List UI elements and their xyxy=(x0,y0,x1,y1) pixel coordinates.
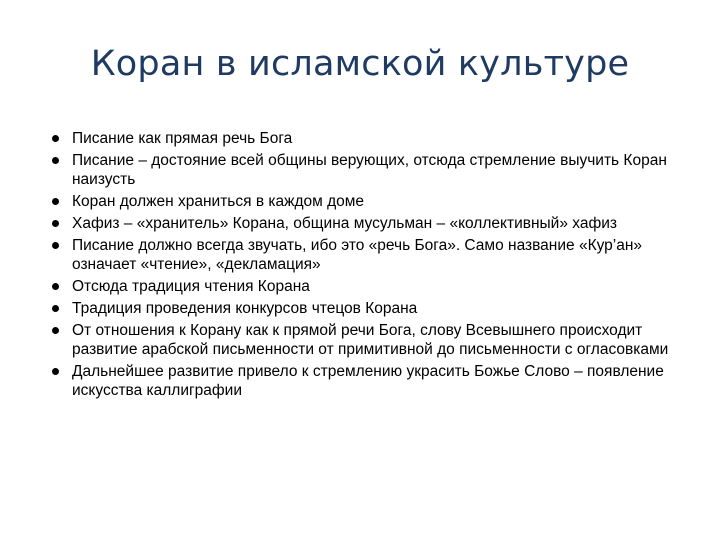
bullet-text: Традиция проведения конкурсов чтецов Корана xyxy=(72,300,418,317)
bullet-item xyxy=(50,151,685,189)
bullet-text: Дальнейшее развитие привело к стремлению украсить Божье Слово – появление искусства каллиграфии xyxy=(72,363,664,399)
bullet-item xyxy=(50,214,685,233)
bullet-dot-icon xyxy=(52,305,59,312)
bullet-text: Коран должен храниться в каждом доме xyxy=(72,193,365,210)
bullet-text: Писание как прямая речь Бога xyxy=(72,130,293,147)
bullet-item xyxy=(50,129,685,148)
bullet-text: Писание должно всегда звучать, ибо это «речь Бога». Само название «Кур’ан» означает «чтение», «декламация» xyxy=(72,237,643,273)
bullet-text: Отсюда традиция чтения Корана xyxy=(72,278,310,295)
bullet-dot-icon xyxy=(52,283,59,290)
bullet-dot-icon xyxy=(52,368,59,375)
bullet-item xyxy=(50,362,685,400)
slide-title: Коран в исламской культуре xyxy=(90,44,630,84)
bullet-dot-icon xyxy=(52,327,59,334)
bullet-item xyxy=(50,277,685,296)
bullet-text: От отношения к Корану как к прямой речи Бога, слову Всевышнего происходит развитие арабской письменности от примитивной до письменности с огласовками xyxy=(72,322,669,358)
bullet-dot-icon xyxy=(52,157,59,164)
bullet-item xyxy=(50,236,685,274)
bullet-list xyxy=(50,129,685,403)
bullet-dot-icon xyxy=(52,220,59,227)
bullet-item xyxy=(50,321,685,359)
bullet-item xyxy=(50,192,685,211)
bullet-text: Писание – достояние всей общины верующих, отсюда стремление выучить Коран наизусть xyxy=(72,152,667,188)
bullet-dot-icon xyxy=(52,198,59,205)
bullet-text: Хафиз – «хранитель» Корана, община мусульман – «коллективный» хафиз xyxy=(72,215,617,232)
bullet-dot-icon xyxy=(52,135,59,142)
bullet-dot-icon xyxy=(52,242,59,249)
bullet-item xyxy=(50,299,685,318)
